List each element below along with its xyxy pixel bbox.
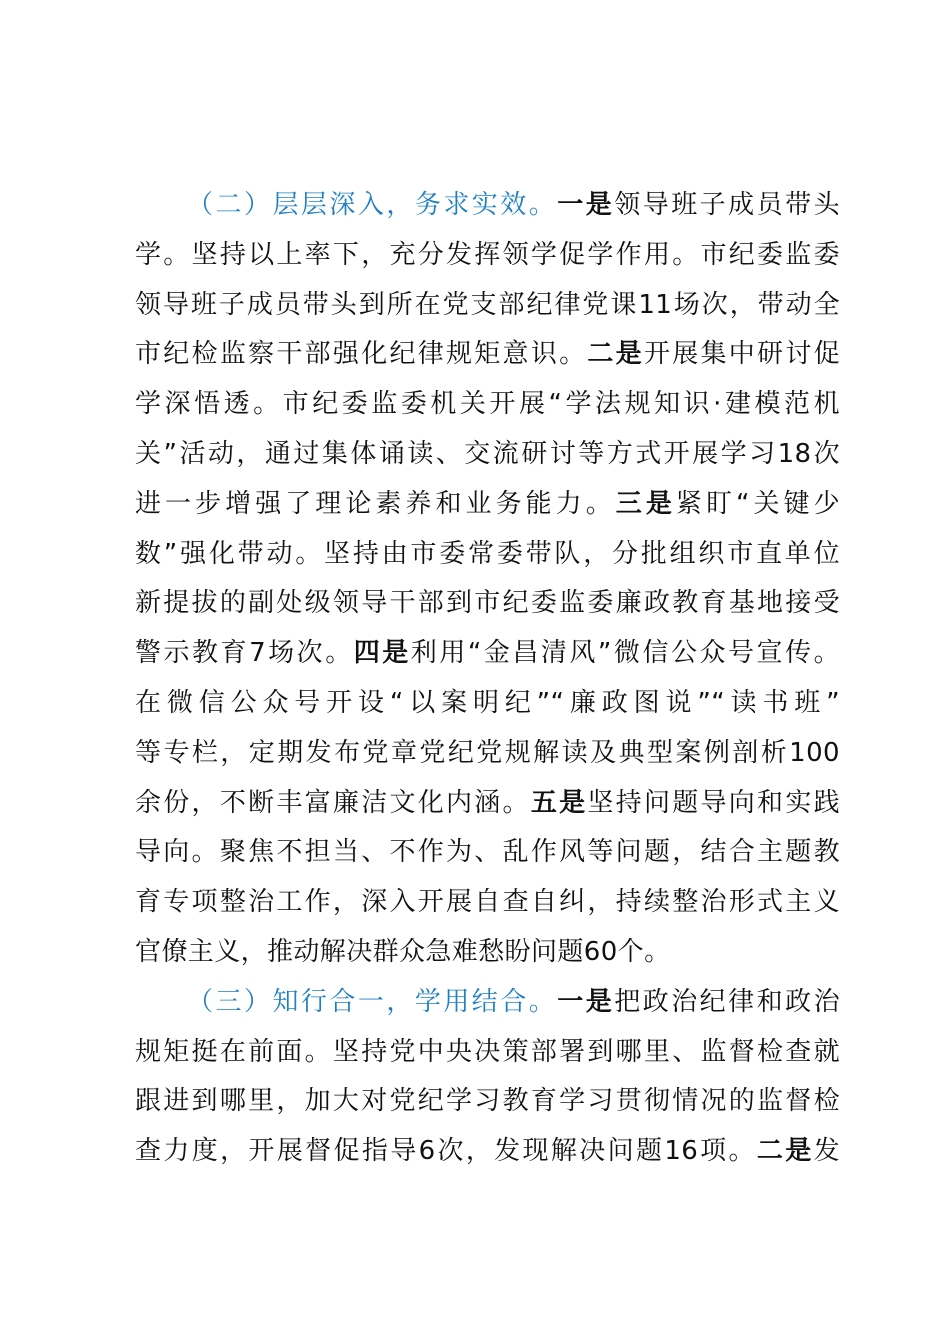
body-text: 余份，不断丰富廉洁文化内涵。 [135,787,531,818]
body-text: 等专栏，定期发布党章党纪党规解读及典型案例剖析100 [135,737,840,768]
lead-phrase: 一是 [557,986,615,1017]
body-text: 把政治纪律和政治 [614,986,841,1017]
text-line [135,380,840,430]
body-text: 利用“金昌清风”微信公众号宣传。 [410,638,840,669]
text-line [135,181,840,231]
text-line [135,1127,840,1177]
document-body [135,181,840,1177]
body-text: 导向。聚焦不担当、不作为、乱作风等问题，结合主题教 [135,837,840,868]
body-text: 数”强化带动。坚持由市委常委带队，分批组织市直单位 [135,538,840,569]
text-line [135,978,840,1028]
body-text: 紧盯“关键少 [675,488,841,519]
text-line [135,579,840,629]
text-line [135,928,840,978]
body-text: 领导班子成员带头 [614,190,841,220]
text-line [135,480,840,530]
body-text: 开展集中研讨促 [643,339,840,370]
lead-phrase: 三是 [615,488,676,519]
body-text: 关”活动，通过集体诵读、交流研讨等方式开展学习18次 [135,438,840,469]
body-text: 新提拔的副处级领导干部到市纪委监委廉政教育基地接受 [135,588,840,619]
text-line [135,430,840,480]
body-text: 领导班子成员带头到所在党支部纪律党课11场次，带动全 [135,289,840,320]
body-text: 学深悟透。市纪委监委机关开展“学法规知识·建模范机 [135,389,840,420]
text-line [135,779,840,829]
lead-phrase: 一是 [557,190,615,220]
text-line [135,629,840,679]
lead-phrase: 二是 [756,1136,814,1167]
body-text: 警示教育7场次。 [135,638,354,669]
body-text: 规矩挺在前面。坚持党中央决策部署到哪里、监督检查就 [135,1036,840,1067]
text-line [135,330,840,380]
section-3-paragraph [135,978,840,1177]
section-2-paragraph [135,181,840,978]
body-text: 查力度，开展督促指导6次，发现解决问题16项。 [135,1136,757,1167]
text-line [135,679,840,729]
body-text: 进一步增强了理论素养和业务能力。 [135,488,616,519]
text-line [135,281,840,331]
text-line [135,878,840,928]
text-line [135,231,840,281]
lead-phrase: 四是 [353,638,411,669]
text-line [135,828,840,878]
body-text: 育专项整治工作，深入开展自查自纠，持续整治形式主义 [135,887,840,918]
text-line [135,1028,840,1078]
text-line [135,729,840,779]
body-text: 跟进到哪里，加大对党纪学习教育学习贯彻情况的监督检 [135,1086,840,1117]
body-text: 在微信公众号开设“以案明纪”“廉政图说”“读书班” [135,687,840,718]
text-line [135,530,840,580]
lead-phrase: 二是 [587,339,644,370]
section-heading: （三）知行合一，学用结合。 [187,986,558,1017]
text-line [135,1077,840,1127]
body-text: 官僚主义，推动解决群众急难愁盼问题60个。 [135,936,671,967]
body-text: 市纪检监察干部强化纪律规矩意识。 [135,339,588,370]
lead-phrase: 五是 [530,787,588,818]
body-text: 坚持问题导向和实践 [587,787,840,818]
body-text: 学。坚持以上率下，充分发挥领学促学作用。市纪委监委 [135,239,840,270]
body-text: 发 [813,1136,840,1167]
section-heading: （二）层层深入，务求实效。 [187,190,558,220]
